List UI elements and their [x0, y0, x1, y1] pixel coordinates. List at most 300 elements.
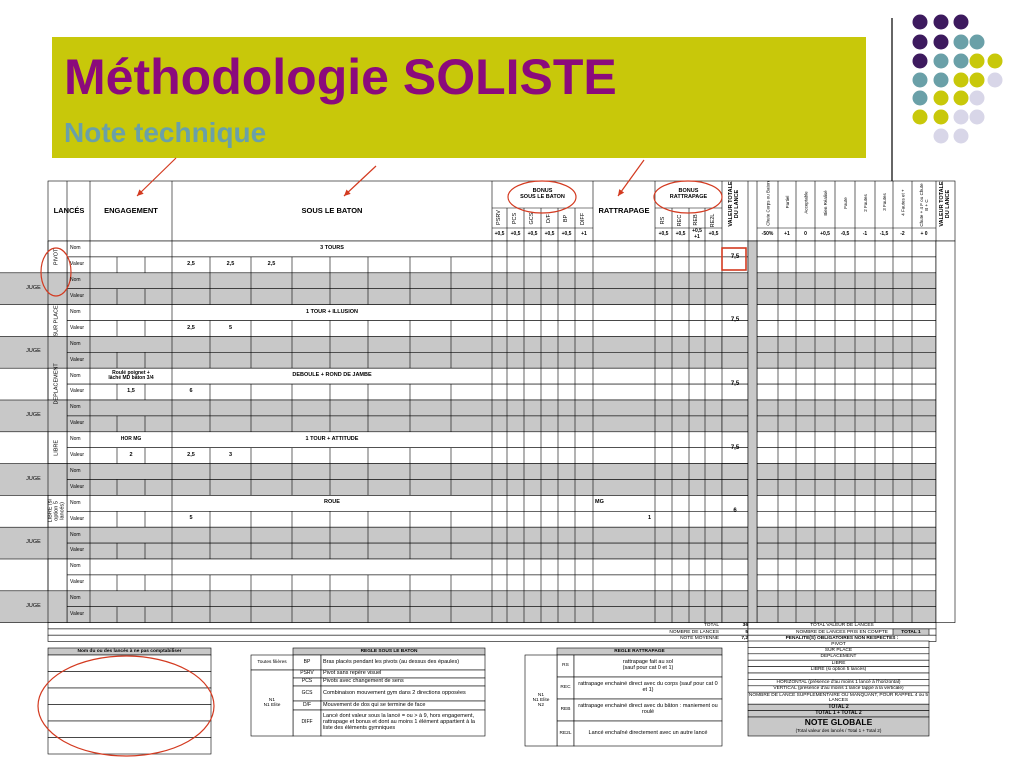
ratt-label-box	[595, 432, 655, 448]
lance-total-box	[722, 305, 748, 337]
regle-ratt-title: REGLE RATTRAPAGE	[614, 648, 665, 654]
nom-label: Nom	[70, 595, 81, 602]
valeur-label: Valeur	[70, 356, 85, 363]
total12-label: TOTAL 1 + TOTAL 2	[815, 710, 862, 717]
judge-col-label: Chute Corps ou Baton	[765, 181, 771, 226]
note-globale-label: NOTE GLOBALE	[804, 717, 873, 728]
judge-value-box	[835, 228, 855, 241]
judge-col-label: 3 Fautes	[881, 193, 887, 211]
sb-label: 1 TOUR + ILLUSION	[305, 308, 358, 315]
juge-label-box	[0, 273, 67, 305]
judge-value: -1	[862, 230, 868, 237]
regle-sb-code-text: DIFF	[301, 719, 313, 726]
total1-label: TOTAL 1	[901, 629, 921, 635]
header-rattrapage-box	[593, 181, 655, 241]
regle-ratt-cat-text: N1 N1 Elite N2	[532, 692, 550, 709]
group-name: SUR PLACE	[53, 304, 60, 337]
bonus-value-box	[507, 228, 524, 241]
header-valeur-totale-2: VALEUR TOTALE DU LANCE	[939, 181, 951, 227]
judge-value: +0,5	[820, 230, 830, 237]
valeur-label-box	[70, 480, 94, 496]
bonus-value: +0,5	[561, 230, 572, 237]
ratt-col-label: REB	[693, 214, 700, 226]
penalite-label: LIBRE	[831, 660, 846, 666]
valeur-label-box	[70, 321, 94, 337]
regle-ratt-desc-text-box	[576, 655, 720, 677]
bonus-value: +1	[581, 230, 587, 237]
juge-label: JUGE	[26, 412, 41, 419]
regle-sb-cat-b-text: N1 N1 Elite	[263, 697, 281, 708]
group-name: PIVOT	[53, 248, 60, 266]
juge-row	[67, 289, 936, 305]
judge-col-label: Partiel	[784, 195, 790, 209]
nom-label: Nom	[70, 308, 81, 315]
ratt-value-cell-box	[593, 575, 651, 591]
ratt-value-box	[689, 228, 705, 241]
bonus-col-label: GCS	[528, 212, 535, 225]
sb-value-box	[172, 448, 210, 464]
judge-col-label: Faute	[842, 197, 848, 209]
regle-sb-cat-b-text-box	[251, 670, 293, 736]
lance-total-box	[722, 368, 748, 400]
sb-value: 6	[189, 388, 193, 395]
juge-label: JUGE	[26, 475, 41, 482]
group-name-box	[46, 430, 70, 465]
totals-label: NOMBRE DE LANCES	[669, 629, 719, 635]
judge-value-box	[815, 228, 835, 241]
judge-col-label-box	[836, 180, 856, 226]
valeur-label-box	[70, 416, 94, 432]
ratt-col-label: RE2L	[709, 213, 716, 228]
judge-col-label-box	[779, 179, 797, 225]
header-sous-baton-box	[172, 181, 492, 241]
ratt-value-box	[672, 228, 689, 241]
juge-row	[67, 273, 936, 289]
regle-ratt-desc-text: rattrapage enchainé direct avec du corps (sauf pour cat 0 et 1)	[578, 681, 718, 693]
header-valeur-totale-box	[724, 176, 746, 232]
header-bonus-ratt-box	[655, 184, 722, 206]
sb-label-box	[172, 305, 492, 321]
vt-grey	[722, 527, 748, 543]
nom-box-row	[48, 655, 211, 672]
penalite-label-box	[748, 692, 929, 704]
sb-value-box	[172, 321, 210, 337]
nom-label-box	[70, 591, 94, 607]
ratt-label-box	[595, 305, 655, 321]
eng-value: 2	[129, 451, 133, 458]
gap-column	[748, 241, 757, 623]
sb-value: 5	[189, 515, 193, 522]
sb-value-box	[210, 321, 251, 337]
judge-value: 0	[804, 230, 807, 237]
nom-label: Nom	[70, 372, 81, 379]
nom-box-row	[48, 721, 211, 738]
regle-sb-code-text-box	[293, 686, 321, 701]
sb-label: DEBOULE + ROND DE JAMBE	[292, 372, 372, 379]
regle-sb-code-text: BP	[303, 658, 311, 665]
sb-label-box	[172, 559, 492, 575]
juge-row	[67, 591, 936, 607]
penalite-label: NOMBRE DE LANCE SUPPLEMENTAIRE OU MANQUANT, POUR RAPPEL 4 ou 5 LANCES	[748, 693, 929, 704]
valeur-label-box	[70, 448, 94, 464]
penalite-label: SUR PLACE	[824, 648, 853, 654]
totals-label: TOTAL	[703, 623, 719, 629]
ratt-label-box	[595, 241, 655, 257]
nom-label: Nom	[70, 467, 81, 474]
regle-sb-desc-text-box	[323, 670, 484, 678]
judge-value-box	[912, 228, 936, 241]
header-valeur-totale: VALEUR TOTALE DU LANCE	[728, 181, 740, 227]
total1-label-box	[893, 629, 929, 635]
nom-label: Nom	[70, 436, 81, 443]
eng-label-box	[90, 368, 172, 384]
judge-col-label-box	[876, 179, 894, 225]
ratt-label-box	[595, 495, 655, 511]
valeur-label: Valeur	[70, 388, 85, 395]
vt-grey	[722, 273, 748, 289]
valeur-label-box	[70, 607, 94, 623]
judge-value-box	[778, 228, 796, 241]
group-name-box	[46, 239, 70, 274]
nom-box-row	[48, 705, 211, 722]
valeur-label: Valeur	[70, 324, 85, 331]
valeur-label: Valeur	[70, 483, 85, 490]
totals-value: 7,2	[741, 635, 748, 641]
judge-value: +1	[784, 230, 790, 237]
judge-value-box	[875, 228, 893, 241]
penalite-label: HORIZONTAL (présence d'au moins 1 lancé à l'horizontal)	[776, 680, 901, 686]
valeur-label: Valeur	[70, 611, 85, 617]
totals-right-label: NOMBRE DE LANCES PRIS EN COMPTE	[796, 629, 888, 635]
judge-col-label: 2 Fautes	[862, 194, 868, 212]
sb-value: 2,5	[187, 260, 195, 267]
ratt-value-box	[655, 228, 672, 241]
vt-grey	[722, 480, 748, 496]
vt-grey	[722, 289, 748, 305]
totals-value: 5	[745, 629, 748, 635]
sb-value: 2,5	[267, 260, 276, 267]
regle-ratt-code-text: RS	[562, 663, 569, 669]
regle-sb-cat-a-text-box	[251, 655, 293, 670]
eng-value-box	[117, 384, 145, 400]
bonus-col-label: D/F	[545, 214, 552, 223]
bonus-col-label: PCS	[511, 212, 518, 225]
totals-right-label: TOTAL VALEUR DE LANCES	[810, 623, 874, 629]
juge-row	[67, 480, 936, 496]
vt-grey	[722, 416, 748, 432]
juge-row	[67, 543, 936, 559]
judge-col-label-box	[758, 181, 779, 227]
regle-ratt-code-text-box	[557, 721, 574, 746]
valeur-label-box	[70, 352, 94, 368]
eng-value-box	[117, 321, 145, 337]
ratt-col-label: RS	[659, 216, 666, 225]
regle-ratt-desc-text-box	[576, 699, 720, 721]
header-lances-box	[48, 181, 90, 241]
sb-value-box	[172, 384, 210, 400]
penalite-label: VERTICAL (présence d'au moins 1 lancé tappé à la verticale)	[773, 686, 904, 692]
group-name: LIBRE	[53, 439, 60, 456]
sb-value: 3	[228, 451, 233, 458]
valeur-label-box	[70, 384, 94, 400]
regle-sb-code-text: D/F	[302, 701, 312, 708]
regle-ratt-code-text: REB	[560, 707, 571, 713]
valeur-label-box	[70, 511, 94, 527]
regle-sb-desc-text-box	[323, 701, 484, 710]
judge-value: -0,5	[840, 230, 850, 237]
regle-sb-desc-text: Bras placés pendant les pivots (au dessus des épaules)	[323, 658, 460, 665]
group-name-box	[46, 363, 70, 405]
juge-label-box	[0, 464, 67, 496]
nom-label: Nom	[70, 563, 81, 570]
regle-sb-desc-text: Pivots avec changement de sens	[323, 678, 404, 685]
totals-value: 36	[742, 623, 748, 629]
ratt-value-box	[705, 228, 722, 241]
eng-label-box	[90, 495, 172, 511]
regle-sb-desc-text-box	[323, 686, 484, 701]
valeur-label-box	[70, 289, 94, 305]
eng-label-box	[90, 305, 172, 321]
bonus-value-box	[492, 228, 507, 241]
nom-label: Nom	[70, 277, 81, 284]
lance-total: 7,5	[730, 317, 740, 324]
judge-col-label-box	[913, 182, 937, 228]
judge-col-label-box	[894, 180, 913, 226]
judge-col-label: Bien Réalisé	[822, 190, 828, 216]
totals-right-label: PENALITE(S) OBLIGATOIRES NON RESPECTES :	[785, 635, 899, 641]
eng-value-box	[117, 448, 145, 464]
lance-total-box	[722, 559, 748, 591]
group-name-box	[46, 557, 70, 592]
ratt-label-box	[595, 559, 655, 575]
nom-label: Nom	[70, 531, 81, 538]
bonus-value: +0,5	[494, 230, 505, 237]
regle-sb-code-text-box	[293, 678, 321, 686]
eng-value: 1,5	[127, 388, 135, 395]
vt-grey	[722, 607, 748, 623]
sb-label-box	[172, 241, 492, 257]
sb-value-box	[210, 448, 251, 464]
sb-value-box	[210, 257, 251, 273]
nom-label-box	[70, 273, 94, 289]
lance-total: 7,5	[730, 380, 740, 387]
vt-grey	[722, 464, 748, 480]
sb-label-box	[172, 495, 492, 511]
ratt-value-cell-box	[593, 321, 651, 337]
ratt-value-cell-box	[593, 511, 651, 527]
lance-total: 6	[733, 508, 737, 515]
sb-value: 2,5	[187, 451, 195, 458]
judge-col-label-box	[856, 180, 876, 226]
regle-ratt-desc-text-box	[576, 721, 720, 746]
bonus-col-label: DIFF	[580, 212, 587, 226]
judge-value-box	[855, 228, 875, 241]
valeur-label-box	[70, 257, 94, 273]
valeur-row	[67, 575, 936, 591]
ratt-value: +0,5	[658, 230, 669, 237]
vt-grey	[722, 543, 748, 559]
bonus-value: +0,5	[510, 230, 521, 237]
judge-col-label: 4 Fautes et +	[900, 189, 906, 216]
bonus-col-label: PSRV	[495, 210, 502, 225]
regle-sb-title: REGLE SOUS LE BATON	[360, 648, 418, 654]
lance-total-box	[722, 495, 748, 527]
note-globale-label-box	[748, 717, 929, 728]
regle-sb-desc-text: Combinaison mouvement gym dans 2 directions opposées	[323, 689, 466, 696]
valeur-label-box	[70, 543, 94, 559]
ratt-label: MG	[595, 499, 604, 506]
sb-label: 1 TOUR + ATTITUDE	[305, 435, 359, 442]
bonus-value-box	[575, 228, 593, 241]
juge-label: JUGE	[26, 284, 41, 291]
regle-ratt-cat-text-box	[525, 655, 557, 746]
ratt-value: +0,5	[708, 230, 719, 237]
eng-value-box	[117, 511, 145, 527]
regle-sb-desc-text-box	[323, 678, 484, 686]
juge-row	[67, 464, 936, 480]
nom-label: Nom	[70, 340, 81, 347]
penalite-label: LIBRE (si option 5 lancés)	[810, 667, 867, 673]
nom-label-box	[70, 336, 94, 352]
juge-label: JUGE	[26, 539, 41, 546]
group-name-box	[46, 494, 70, 529]
sb-value-box	[172, 257, 210, 273]
page-subtitle: Note technique	[64, 117, 267, 148]
sb-value: 2,5	[226, 260, 235, 267]
eng-label: HOR MG	[120, 436, 142, 443]
judge-value-box	[757, 228, 778, 241]
note-globale-sub: (Total valeur des lancés / Total 1 + Total 2)	[795, 728, 882, 734]
regle-ratt-code-text: RE2L	[559, 730, 572, 736]
totals-label: NOTE MOYENNE	[680, 635, 719, 641]
regle-sb-code-text: PSRV	[300, 670, 314, 677]
group-name: LIBRE (si option 5 lancés)	[47, 499, 66, 523]
sb-label-box	[172, 368, 492, 384]
ratt-value-cell-box	[593, 384, 651, 400]
nom-box-row	[48, 672, 211, 689]
regle-ratt-desc-text: Lancé enchaîné directement avec un autre lancé	[588, 729, 708, 736]
nom-label: Nom	[70, 499, 81, 506]
nom-label-box	[70, 527, 94, 543]
nom-label: Nom	[70, 404, 81, 411]
sb-value: 5	[228, 324, 233, 331]
eng-label-box	[90, 559, 172, 575]
regle-ratt-title-box	[557, 648, 722, 655]
lance-total: 7,5	[730, 444, 740, 451]
lance-total-box	[722, 241, 748, 273]
lance-total-box	[722, 432, 748, 464]
header-lances: LANCÉS	[53, 206, 85, 216]
eng-label: Roulé poignet + lâché MD bâton 3/4	[108, 369, 154, 382]
page-title: Méthodologie SOLISTE	[64, 49, 617, 105]
header-bonus-sb: BONUS SOUS LE BATON	[520, 188, 565, 200]
vt-grey	[722, 400, 748, 416]
nom-label-box	[70, 400, 94, 416]
eng-label-box	[90, 432, 172, 448]
bonus-value-box	[541, 228, 558, 241]
header-engagement: ENGAGEMENT	[104, 206, 158, 216]
sb-value-box	[251, 257, 292, 273]
penalite-label: DEPLACEMENT	[820, 654, 857, 660]
juge-row	[67, 352, 936, 368]
ratt-value-cell-box	[593, 257, 651, 273]
ratt-col-label: REC	[676, 214, 683, 227]
sb-value-box	[172, 511, 210, 527]
regle-ratt-code-text-box	[557, 677, 574, 699]
valeur-totale-column	[936, 241, 955, 623]
judge-col-label: Chute + 4 F ou Chute B + C	[919, 183, 929, 227]
judge-col-label-box	[797, 180, 816, 226]
juge-label: JUGE	[26, 348, 41, 355]
totals-value-box	[722, 635, 748, 641]
regle-sb-code-text-box	[293, 655, 321, 670]
regle-sb-desc-text: Lancé dont valeur sous la lancé = ou > à 9, hors engagement, rattrapage et bonus et dont au moins 1 élément appartient à la liste des éléments gymniques	[323, 713, 475, 731]
juge-row	[67, 336, 936, 352]
juge-row	[67, 400, 936, 416]
total2-label: TOTAL 2	[828, 703, 849, 710]
regle-ratt-code-text: REC	[560, 685, 571, 691]
juge-label: JUGE	[26, 602, 41, 609]
regle-sb-desc-text-box	[323, 655, 484, 670]
bonus-col-label: BP	[562, 214, 569, 223]
regle-ratt-code-text-box	[557, 655, 574, 677]
nom-label: Nom	[70, 245, 81, 252]
ratt-value-cell-box	[593, 448, 651, 464]
judge-value: -1,5	[879, 230, 889, 237]
vt-grey	[722, 591, 748, 607]
nom-box-title-box	[48, 648, 211, 655]
valeur-label: Valeur	[70, 420, 85, 427]
vt-grey	[722, 352, 748, 368]
regle-sb-code-text-box	[293, 710, 321, 736]
juge-row	[67, 527, 936, 543]
juge-row	[67, 607, 936, 623]
judge-value: -50%	[761, 230, 774, 237]
judge-value-box	[893, 228, 912, 241]
lance-total: 7,5	[730, 253, 740, 260]
juge-label-box	[0, 527, 67, 559]
sb-label: 3 TOURS	[320, 245, 344, 252]
nom-box-title: Nom du ou des lancés à ne pas comptabiliser	[77, 648, 182, 654]
judge-col-label-box	[816, 180, 836, 226]
regle-ratt-desc-text: rattrapage enchainé direct avec du bâton : maniement ou roulé	[578, 703, 718, 715]
regle-sb-desc-text: Mouvement de dos qui se termine de face	[323, 701, 426, 708]
note-globale-sub-box	[748, 728, 929, 735]
juge-label-box	[0, 400, 67, 432]
regle-sb-cat-a-text: Toutes filières	[257, 659, 287, 665]
juge-row	[67, 416, 936, 432]
eng-value-box	[117, 257, 145, 273]
penalite-label: PIVOT	[831, 641, 846, 647]
header-bonus-ratt: BONUS RATTRAPAGE	[669, 188, 708, 200]
group-name: DEPLACEMENT	[53, 363, 60, 405]
judge-col-label: Acceptable	[803, 191, 809, 214]
regle-sb-code-text: GCS	[301, 689, 313, 696]
sb-label-box	[172, 432, 492, 448]
valeur-label: Valeur	[70, 261, 85, 268]
valeur-label-box	[70, 575, 94, 591]
nom-label-box	[70, 464, 94, 480]
regle-ratt-code-text-box	[557, 699, 574, 721]
eng-label-box	[90, 241, 172, 257]
valeur-label: Valeur	[70, 547, 85, 554]
group-name-box	[46, 303, 70, 338]
header-sous-baton: SOUS LE BATON	[301, 206, 363, 216]
bonus-value-box	[558, 228, 575, 241]
ratt-value-cell: 1	[647, 515, 651, 522]
bonus-value: +0,5	[527, 230, 538, 237]
nom-box-row	[48, 688, 211, 705]
